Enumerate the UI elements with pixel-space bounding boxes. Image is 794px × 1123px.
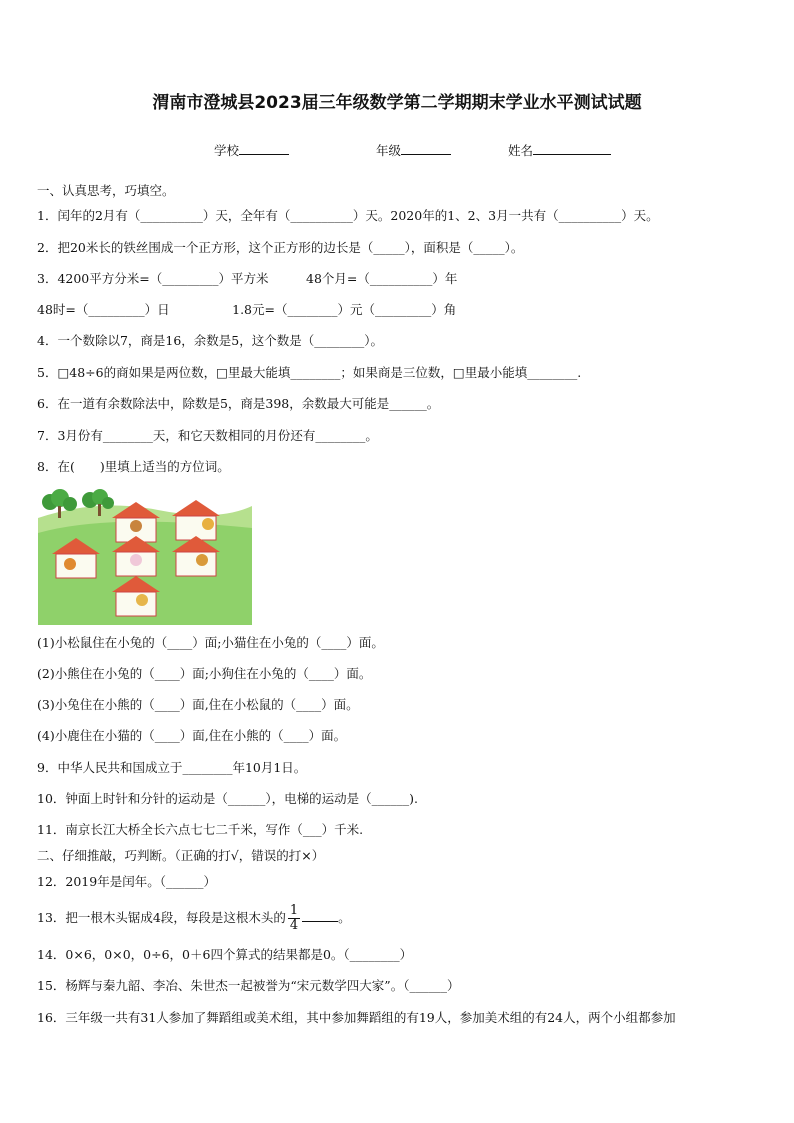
- question-6: 6．在一道有余数除法中，除数是5，商是398，余数最大可能是______。: [37, 396, 440, 411]
- question-13-end: 。: [338, 910, 351, 925]
- question-10: 10．钟面上时针和分针的运动是（______），电梯的运动是（______).: [37, 791, 419, 806]
- question-13: [37, 904, 351, 933]
- name-blank[interactable]: [533, 141, 611, 155]
- question-12: 12．2019年是闰年。（______）: [37, 874, 216, 889]
- question-3b: 48时=（_________）日 1.8元=（________）元（_________）角: [37, 302, 457, 317]
- animal-houses-picture: [38, 488, 252, 625]
- section-heading-judge: 二、仔细推敲，巧判断。（正确的打√，错误的打×）: [37, 848, 325, 863]
- grade-label: 年级: [376, 143, 402, 158]
- name-field: [508, 141, 611, 159]
- question-3a: 3．4200平方分米=（_________）平方米 48个月=（__________）年: [37, 271, 458, 286]
- question-8-1: (1)小松鼠住在小兔的（____）面;小猫住在小兔的（____）面。: [37, 635, 384, 650]
- question-8-4: (4)小鹿住在小猫的（____）面,住在小熊的（____）面。: [37, 728, 347, 743]
- question-8-2: (2)小熊住在小兔的（____）面;小狗住在小兔的（____）面。: [37, 666, 372, 681]
- school-label: 学校: [214, 143, 240, 158]
- question-16: 16．三年级一共有31人参加了舞蹈组或美术组，其中参加舞蹈组的有19人，参加美术组的有24人，两个小组都参加: [37, 1010, 676, 1025]
- question-4: 4．一个数除以7，商是16，余数是5，这个数是（________）。: [37, 333, 384, 348]
- school-field: [214, 141, 289, 159]
- question-14: 14．0×6，0×0，0÷6，0＋6四个算式的结果都是0。（________）: [37, 947, 413, 962]
- question-15: 15．杨辉与秦九韶、李冶、朱世杰一起被誉为“宋元数学四大家”。（______）: [37, 978, 460, 993]
- question-8: 8．在( )里填上适当的方位词。: [37, 459, 230, 474]
- answer-blank[interactable]: [302, 909, 338, 922]
- section-heading-fill: 一、认真思考，巧填空。: [37, 183, 175, 198]
- question-7: 7．3月份有________天，和它天数相同的月份还有________。: [37, 428, 378, 443]
- question-13-text: 13．把一根木头锯成4段，每段是这根木头的: [37, 910, 286, 925]
- question-9: 9．中华人民共和国成立于________年10月1日。: [37, 760, 307, 775]
- question-8-3: (3)小兔住在小熊的（____）面,住在小松鼠的（____）面。: [37, 697, 359, 712]
- question-1: 1．闰年的2月有（__________）天，全年有（__________）天。2020年的1、2、3月一共有（__________）天。: [37, 208, 659, 223]
- school-blank[interactable]: [239, 141, 289, 155]
- fraction-numerator: 1: [289, 903, 299, 918]
- grade-field: [376, 141, 451, 159]
- question-2: 2．把20米长的铁丝围成一个正方形，这个正方形的边长是（_____），面积是（_____）。: [37, 240, 524, 255]
- fraction: [288, 904, 300, 933]
- question-11: 11．南京长江大桥全长六点七七二千米，写作（___）千米.: [37, 822, 364, 837]
- grade-blank[interactable]: [401, 141, 451, 155]
- page-title: 渭南市澄城县2023届三年级数学第二学期期末学业水平测试试题: [152, 93, 642, 113]
- fraction-denominator: 4: [289, 918, 299, 933]
- question-5: 5．□48÷6的商如果是两位数，□里最大能填________；如果商是三位数，□里最小能填________.: [37, 365, 582, 380]
- name-label: 姓名: [508, 143, 534, 158]
